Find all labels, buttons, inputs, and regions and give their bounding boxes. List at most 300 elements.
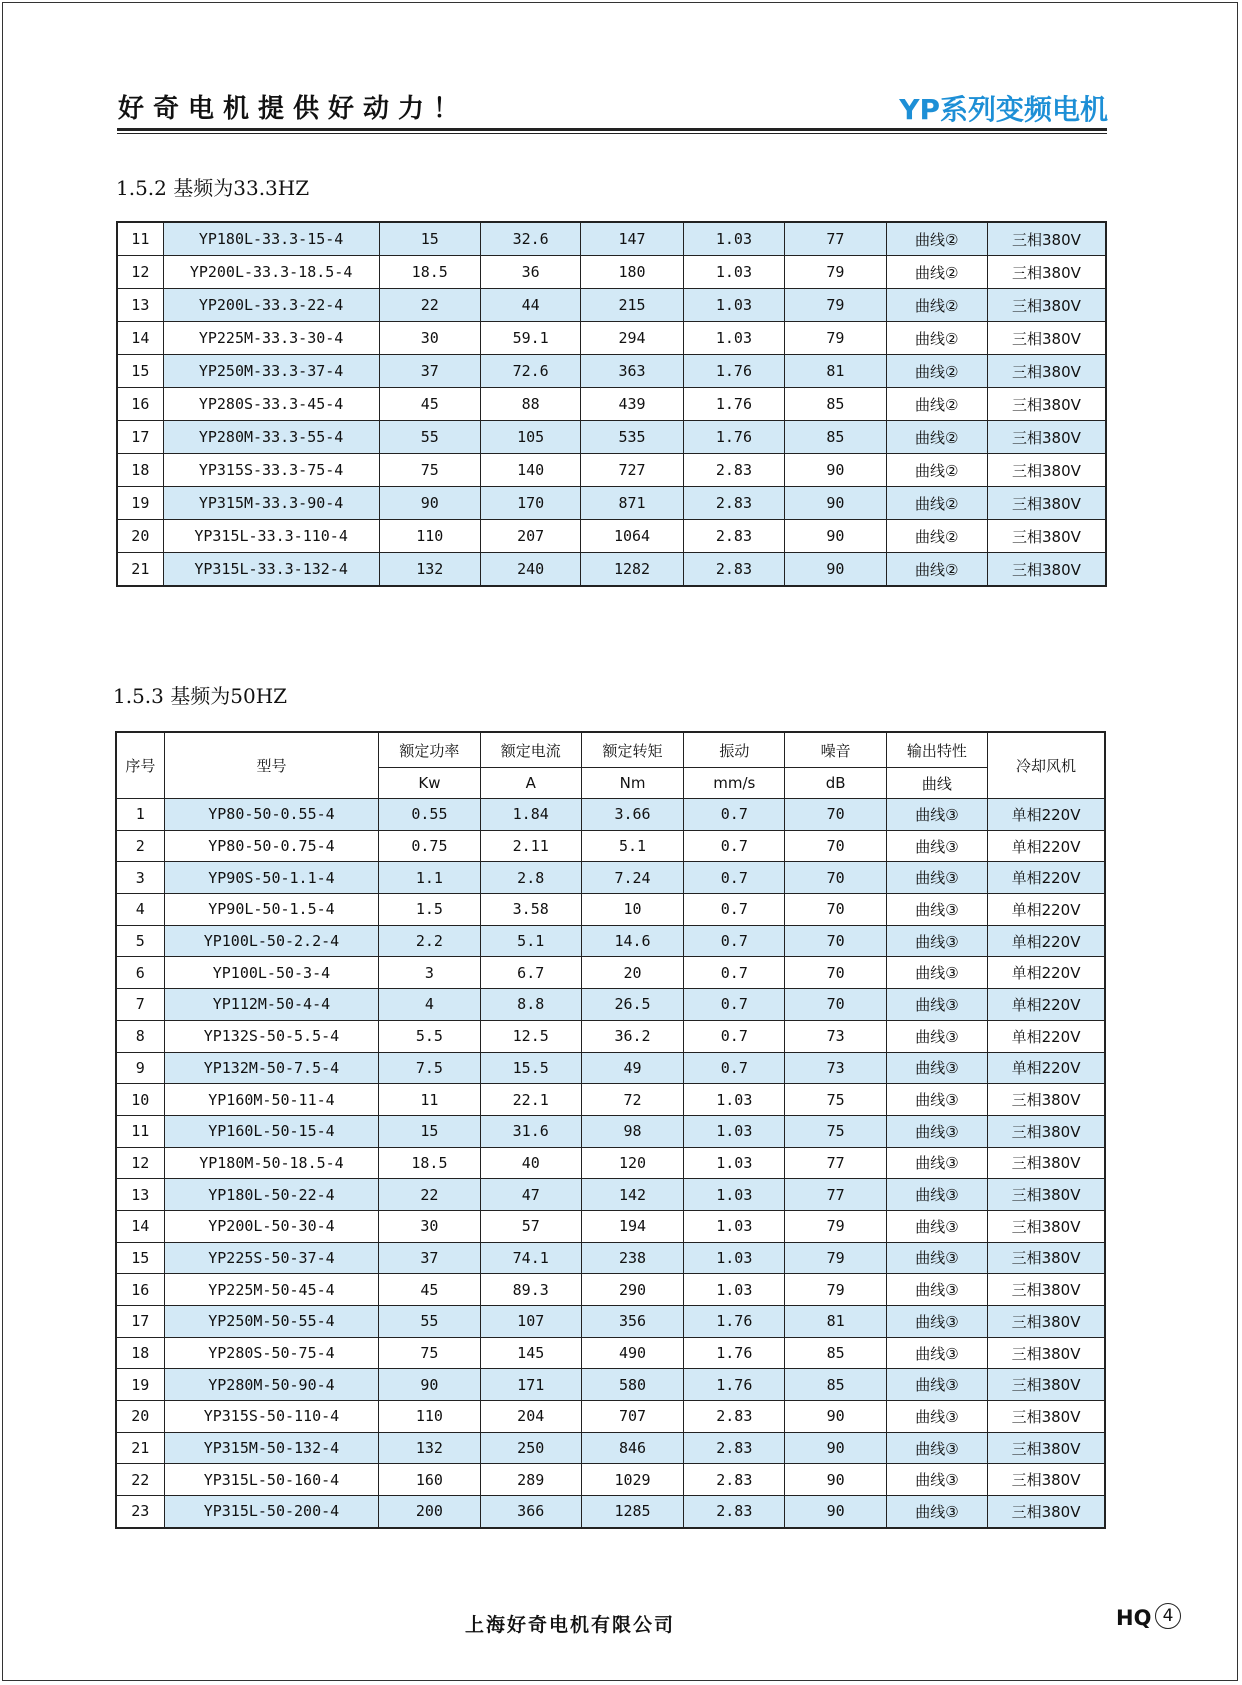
cell-current: 207 bbox=[480, 520, 580, 553]
cell-no: 3 bbox=[116, 862, 164, 894]
cell-power: 110 bbox=[379, 520, 480, 553]
footer-company: 上海好奇电机有限公司 bbox=[465, 1614, 676, 1636]
cell-torque: 1029 bbox=[581, 1464, 683, 1496]
cell-current: 170 bbox=[480, 487, 580, 520]
cell-vibration: 1.03 bbox=[683, 322, 784, 355]
section-title-33hz: 1.5.2 基频为33.3HZ bbox=[116, 176, 310, 200]
cell-no: 4 bbox=[116, 894, 164, 926]
cell-output: 曲线③ bbox=[886, 1242, 987, 1274]
cell-output: 曲线③ bbox=[886, 1306, 987, 1338]
cell-output: 曲线③ bbox=[886, 1084, 987, 1116]
header-title: YP系列变频电机 bbox=[899, 93, 1108, 126]
cell-vibration: 2.83 bbox=[683, 520, 784, 553]
cell-current: 107 bbox=[480, 1306, 581, 1338]
cell-output: 曲线③ bbox=[886, 1369, 987, 1401]
cell-model: YP280S-50-75-4 bbox=[164, 1337, 379, 1369]
cell-current: 74.1 bbox=[480, 1242, 581, 1274]
cell-output: 曲线③ bbox=[886, 1115, 987, 1147]
cell-noise: 79 bbox=[785, 1210, 886, 1242]
cell-no: 20 bbox=[116, 1401, 164, 1433]
table-row bbox=[116, 1274, 1105, 1306]
header-slogan: 好奇电机提供好动力！ bbox=[118, 94, 469, 124]
cell-noise: 70 bbox=[785, 925, 886, 957]
cell-vibration: 1.03 bbox=[684, 1147, 785, 1179]
cell-cooling: 三相380V bbox=[987, 289, 1106, 322]
cell-current: 105 bbox=[480, 421, 580, 454]
cell-model: YP225S-50-37-4 bbox=[164, 1242, 379, 1274]
table-row bbox=[117, 487, 1106, 520]
cell-no: 6 bbox=[116, 957, 164, 989]
cell-torque: 290 bbox=[581, 1274, 683, 1306]
cell-noise: 85 bbox=[785, 1337, 886, 1369]
cell-vibration: 0.7 bbox=[684, 862, 785, 894]
table-row bbox=[117, 256, 1106, 289]
cell-torque: 194 bbox=[581, 1210, 683, 1242]
cell-cooling: 三相380V bbox=[988, 1179, 1105, 1211]
cell-power: 37 bbox=[379, 1242, 480, 1274]
cell-model: YP100L-50-3-4 bbox=[164, 957, 379, 989]
cell-vibration: 0.7 bbox=[684, 925, 785, 957]
cell-cooling: 三相380V bbox=[987, 256, 1106, 289]
cell-cooling: 单相220V bbox=[988, 1020, 1105, 1052]
cell-output: 曲线③ bbox=[886, 1274, 987, 1306]
cell-model: YP250M-33.3-37-4 bbox=[163, 355, 379, 388]
cell-torque: 871 bbox=[581, 487, 683, 520]
cell-torque: 142 bbox=[581, 1179, 683, 1211]
cell-power: 0.75 bbox=[379, 830, 480, 862]
cell-vibration: 1.03 bbox=[684, 1210, 785, 1242]
cell-torque: 7.24 bbox=[581, 862, 683, 894]
cell-noise: 79 bbox=[785, 322, 886, 355]
cell-vibration: 1.03 bbox=[684, 1274, 785, 1306]
table-33hz bbox=[116, 221, 1107, 587]
table-row bbox=[116, 862, 1105, 894]
cell-no: 7 bbox=[116, 989, 164, 1021]
cell-cooling: 单相220V bbox=[988, 1052, 1105, 1084]
cell-vibration: 2.83 bbox=[684, 1496, 785, 1528]
cell-noise: 77 bbox=[785, 1147, 886, 1179]
cell-power: 22 bbox=[379, 289, 480, 322]
cell-output: 曲线③ bbox=[886, 957, 987, 989]
table-row bbox=[117, 553, 1106, 587]
table-row bbox=[116, 1242, 1105, 1274]
table-row bbox=[116, 1464, 1105, 1496]
cell-current: 5.1 bbox=[480, 925, 581, 957]
cell-cooling: 三相380V bbox=[988, 1369, 1105, 1401]
cell-cooling: 三相380V bbox=[987, 421, 1106, 454]
cell-output: 曲线③ bbox=[886, 925, 987, 957]
cell-noise: 90 bbox=[785, 1401, 886, 1433]
cell-cooling: 三相380V bbox=[988, 1496, 1105, 1528]
cell-vibration: 0.7 bbox=[684, 1052, 785, 1084]
cell-no: 18 bbox=[116, 1337, 164, 1369]
cell-torque: 490 bbox=[581, 1337, 683, 1369]
cell-cooling: 三相380V bbox=[988, 1464, 1105, 1496]
table-row bbox=[116, 1432, 1105, 1464]
cell-cooling: 三相380V bbox=[987, 355, 1106, 388]
cell-noise: 70 bbox=[785, 862, 886, 894]
table-row bbox=[116, 1496, 1105, 1528]
cell-current: 8.8 bbox=[480, 989, 581, 1021]
cell-no: 2 bbox=[116, 830, 164, 862]
cell-current: 3.58 bbox=[480, 894, 581, 926]
cell-no: 17 bbox=[117, 421, 163, 454]
cell-cooling: 三相380V bbox=[988, 1084, 1105, 1116]
cell-vibration: 1.03 bbox=[684, 1115, 785, 1147]
cell-cooling: 三相380V bbox=[988, 1210, 1105, 1242]
cell-no: 11 bbox=[117, 222, 163, 256]
cell-vibration: 1.03 bbox=[683, 256, 784, 289]
cell-no: 13 bbox=[116, 1179, 164, 1211]
col-header-no: 序号 bbox=[116, 732, 164, 799]
cell-current: 57 bbox=[480, 1210, 581, 1242]
cell-cooling: 三相380V bbox=[987, 553, 1106, 587]
cell-output: 曲线③ bbox=[886, 1147, 987, 1179]
cell-model: YP280M-50-90-4 bbox=[164, 1369, 379, 1401]
header-divider bbox=[117, 128, 1107, 131]
table-row bbox=[116, 1210, 1105, 1242]
cell-vibration: 2.83 bbox=[684, 1432, 785, 1464]
cell-cooling: 三相380V bbox=[987, 520, 1106, 553]
cell-output: 曲线③ bbox=[886, 1432, 987, 1464]
table-row bbox=[116, 1147, 1105, 1179]
cell-current: 140 bbox=[480, 454, 580, 487]
cell-output: 曲线③ bbox=[886, 1020, 987, 1052]
cell-vibration: 2.83 bbox=[684, 1401, 785, 1433]
cell-power: 45 bbox=[379, 388, 480, 421]
cell-current: 240 bbox=[480, 553, 580, 587]
table-row bbox=[116, 1084, 1105, 1116]
cell-no: 11 bbox=[116, 1115, 164, 1147]
table-row bbox=[116, 1401, 1105, 1433]
col-header-vibration: 振动 bbox=[684, 732, 785, 768]
cell-output: 曲线③ bbox=[886, 989, 987, 1021]
cell-current: 2.8 bbox=[480, 862, 581, 894]
cell-no: 23 bbox=[116, 1496, 164, 1528]
cell-model: YP200L-33.3-18.5-4 bbox=[163, 256, 379, 289]
cell-cooling: 单相220V bbox=[988, 830, 1105, 862]
cell-current: 36 bbox=[480, 256, 580, 289]
table-row bbox=[116, 1020, 1105, 1052]
cell-output: 曲线③ bbox=[886, 1179, 987, 1211]
cell-torque: 1285 bbox=[581, 1496, 683, 1528]
cell-current: 145 bbox=[480, 1337, 581, 1369]
table-row bbox=[116, 1179, 1105, 1211]
cell-cooling: 三相380V bbox=[988, 1432, 1105, 1464]
cell-noise: 90 bbox=[785, 454, 886, 487]
cell-noise: 90 bbox=[785, 553, 886, 587]
table-row bbox=[116, 799, 1105, 831]
cell-cooling: 三相380V bbox=[988, 1147, 1105, 1179]
cell-noise: 79 bbox=[785, 289, 886, 322]
cell-torque: 238 bbox=[581, 1242, 683, 1274]
cell-power: 22 bbox=[379, 1179, 480, 1211]
cell-cooling: 三相380V bbox=[988, 1274, 1105, 1306]
cell-cooling: 三相380V bbox=[988, 1115, 1105, 1147]
cell-model: YP180M-50-18.5-4 bbox=[164, 1147, 379, 1179]
cell-torque: 535 bbox=[581, 421, 683, 454]
cell-power: 15 bbox=[379, 222, 480, 256]
cell-noise: 77 bbox=[785, 1179, 886, 1211]
cell-output: 曲线③ bbox=[886, 1052, 987, 1084]
cell-no: 1 bbox=[116, 799, 164, 831]
cell-noise: 90 bbox=[785, 1496, 886, 1528]
cell-noise: 85 bbox=[785, 388, 886, 421]
cell-torque: 20 bbox=[581, 957, 683, 989]
cell-torque: 98 bbox=[581, 1115, 683, 1147]
cell-output: 曲线③ bbox=[886, 1464, 987, 1496]
cell-model: YP280S-33.3-45-4 bbox=[163, 388, 379, 421]
cell-torque: 72 bbox=[581, 1084, 683, 1116]
cell-model: YP315L-33.3-110-4 bbox=[163, 520, 379, 553]
cell-power: 160 bbox=[379, 1464, 480, 1496]
cell-no: 12 bbox=[117, 256, 163, 289]
cell-model: YP90S-50-1.1-4 bbox=[164, 862, 379, 894]
cell-model: YP250M-50-55-4 bbox=[164, 1306, 379, 1338]
cell-noise: 70 bbox=[785, 989, 886, 1021]
cell-no: 12 bbox=[116, 1147, 164, 1179]
cell-torque: 439 bbox=[581, 388, 683, 421]
cell-noise: 85 bbox=[785, 421, 886, 454]
cell-torque: 3.66 bbox=[581, 799, 683, 831]
cell-power: 2.2 bbox=[379, 925, 480, 957]
cell-torque: 5.1 bbox=[581, 830, 683, 862]
cell-vibration: 1.03 bbox=[684, 1084, 785, 1116]
cell-noise: 70 bbox=[785, 957, 886, 989]
cell-cooling: 三相380V bbox=[988, 1242, 1105, 1274]
cell-no: 8 bbox=[116, 1020, 164, 1052]
cell-power: 4 bbox=[379, 989, 480, 1021]
cell-noise: 70 bbox=[785, 894, 886, 926]
cell-current: 2.11 bbox=[480, 830, 581, 862]
cell-vibration: 1.76 bbox=[683, 388, 784, 421]
cell-cooling: 三相380V bbox=[987, 454, 1106, 487]
cell-power: 37 bbox=[379, 355, 480, 388]
cell-output: 曲线② bbox=[886, 222, 987, 256]
cell-model: YP315L-50-200-4 bbox=[164, 1496, 379, 1528]
cell-power: 90 bbox=[379, 487, 480, 520]
cell-power: 45 bbox=[379, 1274, 480, 1306]
unit-torque: Nm bbox=[581, 768, 683, 799]
table-row bbox=[116, 1337, 1105, 1369]
cell-noise: 75 bbox=[785, 1084, 886, 1116]
cell-power: 1.1 bbox=[379, 862, 480, 894]
table-row bbox=[116, 957, 1105, 989]
cell-torque: 147 bbox=[581, 222, 683, 256]
cell-power: 3 bbox=[379, 957, 480, 989]
cell-current: 15.5 bbox=[480, 1052, 581, 1084]
cell-cooling: 单相220V bbox=[988, 957, 1105, 989]
cell-model: YP132S-50-5.5-4 bbox=[164, 1020, 379, 1052]
col-header-model: 型号 bbox=[164, 732, 379, 799]
cell-output: 曲线③ bbox=[886, 1401, 987, 1433]
unit-noise: dB bbox=[785, 768, 886, 799]
cell-no: 16 bbox=[116, 1274, 164, 1306]
cell-vibration: 2.83 bbox=[683, 553, 784, 587]
cell-vibration: 2.83 bbox=[683, 454, 784, 487]
cell-power: 90 bbox=[379, 1369, 480, 1401]
cell-power: 5.5 bbox=[379, 1020, 480, 1052]
cell-current: 250 bbox=[480, 1432, 581, 1464]
cell-current: 89.3 bbox=[480, 1274, 581, 1306]
cell-current: 88 bbox=[480, 388, 580, 421]
cell-torque: 727 bbox=[581, 454, 683, 487]
cell-output: 曲线③ bbox=[886, 1210, 987, 1242]
cell-cooling: 单相220V bbox=[988, 894, 1105, 926]
cell-no: 21 bbox=[117, 553, 163, 587]
cell-power: 75 bbox=[379, 1337, 480, 1369]
cell-power: 200 bbox=[379, 1496, 480, 1528]
cell-model: YP80-50-0.75-4 bbox=[164, 830, 379, 862]
table-row bbox=[116, 1369, 1105, 1401]
footer-brand-logo: HQ bbox=[1116, 1606, 1152, 1630]
cell-power: 132 bbox=[379, 1432, 480, 1464]
cell-no: 13 bbox=[117, 289, 163, 322]
cell-output: 曲线② bbox=[886, 454, 987, 487]
cell-power: 110 bbox=[379, 1401, 480, 1433]
cell-output: 曲线③ bbox=[886, 1496, 987, 1528]
cell-model: YP225M-50-45-4 bbox=[164, 1274, 379, 1306]
col-header-cooling: 冷却风机 bbox=[988, 732, 1105, 799]
unit-current: A bbox=[480, 768, 581, 799]
cell-model: YP315L-33.3-132-4 bbox=[163, 553, 379, 587]
cell-current: 40 bbox=[480, 1147, 581, 1179]
cell-torque: 1282 bbox=[581, 553, 683, 587]
cell-no: 21 bbox=[116, 1432, 164, 1464]
cell-output: 曲线② bbox=[886, 289, 987, 322]
cell-output: 曲线② bbox=[886, 553, 987, 587]
cell-power: 11 bbox=[379, 1084, 480, 1116]
cell-torque: 10 bbox=[581, 894, 683, 926]
cell-cooling: 三相380V bbox=[988, 1337, 1105, 1369]
cell-model: YP315L-50-160-4 bbox=[164, 1464, 379, 1496]
cell-torque: 363 bbox=[581, 355, 683, 388]
cell-no: 14 bbox=[117, 322, 163, 355]
section-title-50hz: 1.5.3 基频为50HZ bbox=[113, 684, 288, 708]
cell-model: YP132M-50-7.5-4 bbox=[164, 1052, 379, 1084]
col-header-noise: 噪音 bbox=[785, 732, 886, 768]
cell-vibration: 0.7 bbox=[684, 957, 785, 989]
cell-power: 18.5 bbox=[379, 1147, 480, 1179]
cell-vibration: 0.7 bbox=[684, 799, 785, 831]
cell-vibration: 1.76 bbox=[684, 1306, 785, 1338]
table-row bbox=[117, 355, 1106, 388]
table-row bbox=[116, 925, 1105, 957]
col-header-power: 额定功率 bbox=[379, 732, 480, 768]
cell-output: 曲线③ bbox=[886, 830, 987, 862]
cell-no: 16 bbox=[117, 388, 163, 421]
cell-torque: 49 bbox=[581, 1052, 683, 1084]
cell-cooling: 三相380V bbox=[987, 222, 1106, 256]
cell-model: YP180L-50-22-4 bbox=[164, 1179, 379, 1211]
table-row bbox=[116, 1052, 1105, 1084]
cell-model: YP315M-33.3-90-4 bbox=[163, 487, 379, 520]
table-row bbox=[117, 421, 1106, 454]
cell-no: 19 bbox=[117, 487, 163, 520]
cell-torque: 215 bbox=[581, 289, 683, 322]
table-row bbox=[117, 322, 1106, 355]
cell-output: 曲线③ bbox=[886, 894, 987, 926]
col-header-current: 额定电流 bbox=[480, 732, 581, 768]
cell-no: 20 bbox=[117, 520, 163, 553]
cell-current: 44 bbox=[480, 289, 580, 322]
cell-vibration: 1.76 bbox=[683, 421, 784, 454]
cell-current: 32.6 bbox=[480, 222, 580, 256]
header-divider-thin bbox=[117, 133, 1107, 134]
cell-noise: 75 bbox=[785, 1115, 886, 1147]
cell-no: 9 bbox=[116, 1052, 164, 1084]
unit-output: 曲线 bbox=[886, 768, 987, 799]
cell-output: 曲线③ bbox=[886, 862, 987, 894]
cell-noise: 79 bbox=[785, 256, 886, 289]
cell-vibration: 1.03 bbox=[684, 1179, 785, 1211]
cell-noise: 70 bbox=[785, 830, 886, 862]
cell-torque: 26.5 bbox=[581, 989, 683, 1021]
cell-no: 14 bbox=[116, 1210, 164, 1242]
cell-output: 曲线② bbox=[886, 520, 987, 553]
cell-power: 7.5 bbox=[379, 1052, 480, 1084]
table-row bbox=[116, 1306, 1105, 1338]
cell-cooling: 单相220V bbox=[988, 989, 1105, 1021]
table-row bbox=[116, 894, 1105, 926]
cell-vibration: 0.7 bbox=[684, 894, 785, 926]
cell-model: YP160M-50-11-4 bbox=[164, 1084, 379, 1116]
cell-noise: 79 bbox=[785, 1274, 886, 1306]
cell-model: YP180L-33.3-15-4 bbox=[163, 222, 379, 256]
cell-vibration: 1.03 bbox=[683, 289, 784, 322]
cell-output: 曲线② bbox=[886, 256, 987, 289]
cell-power: 75 bbox=[379, 454, 480, 487]
cell-current: 59.1 bbox=[480, 322, 580, 355]
cell-vibration: 2.83 bbox=[684, 1464, 785, 1496]
cell-current: 366 bbox=[480, 1496, 581, 1528]
cell-vibration: 2.83 bbox=[683, 487, 784, 520]
cell-cooling: 单相220V bbox=[988, 862, 1105, 894]
cell-noise: 81 bbox=[785, 355, 886, 388]
cell-torque: 120 bbox=[581, 1147, 683, 1179]
cell-cooling: 三相380V bbox=[987, 487, 1106, 520]
cell-no: 15 bbox=[117, 355, 163, 388]
table-row bbox=[117, 454, 1106, 487]
cell-vibration: 1.76 bbox=[683, 355, 784, 388]
cell-model: YP315S-50-110-4 bbox=[164, 1401, 379, 1433]
cell-no: 22 bbox=[116, 1464, 164, 1496]
cell-current: 204 bbox=[480, 1401, 581, 1433]
cell-no: 19 bbox=[116, 1369, 164, 1401]
cell-no: 5 bbox=[116, 925, 164, 957]
cell-torque: 180 bbox=[581, 256, 683, 289]
cell-power: 30 bbox=[379, 322, 480, 355]
cell-vibration: 0.7 bbox=[684, 989, 785, 1021]
table-row bbox=[117, 388, 1106, 421]
cell-cooling: 单相220V bbox=[988, 799, 1105, 831]
cell-current: 72.6 bbox=[480, 355, 580, 388]
table-row bbox=[116, 1115, 1105, 1147]
cell-output: 曲线② bbox=[886, 322, 987, 355]
cell-torque: 707 bbox=[581, 1401, 683, 1433]
cell-output: 曲线② bbox=[886, 388, 987, 421]
cell-torque: 846 bbox=[581, 1432, 683, 1464]
cell-noise: 90 bbox=[785, 520, 886, 553]
table-row bbox=[116, 830, 1105, 862]
cell-noise: 73 bbox=[785, 1020, 886, 1052]
cell-current: 12.5 bbox=[480, 1020, 581, 1052]
cell-model: YP200L-50-30-4 bbox=[164, 1210, 379, 1242]
cell-power: 30 bbox=[379, 1210, 480, 1242]
cell-model: YP200L-33.3-22-4 bbox=[163, 289, 379, 322]
cell-power: 0.55 bbox=[379, 799, 480, 831]
cell-vibration: 0.7 bbox=[684, 1020, 785, 1052]
